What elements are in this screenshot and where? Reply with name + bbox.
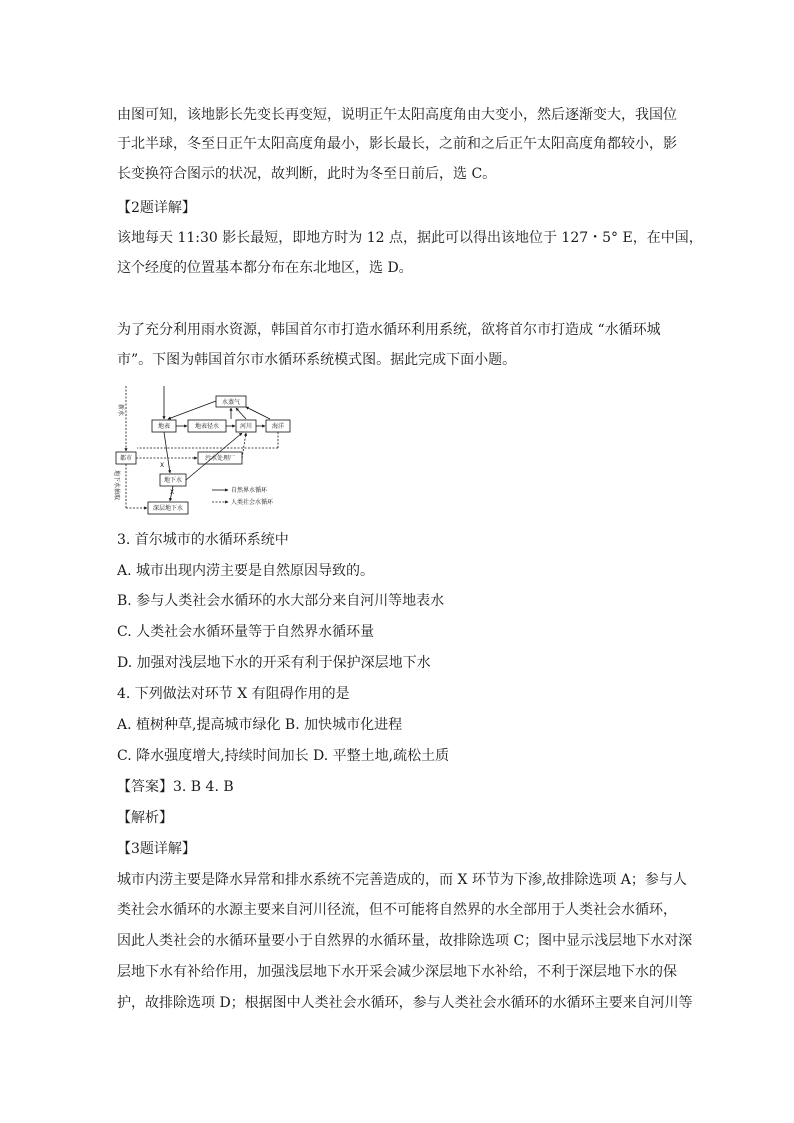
option-line: D. 加强对浅层地下水的开采有利于保护深层地下水 xyxy=(117,655,431,671)
answer-line: 【答案】3. B 4. B xyxy=(117,779,234,795)
paragraph-line: 于北半球，冬至日正午太阳高度角最小，影长最长，之前和之后正午太阳高度角都较小，影 xyxy=(117,136,677,152)
paragraph-line: 这个经度的位置基本都分布在东北地区，选 D。 xyxy=(117,260,413,276)
analysis-heading: 【解析】 xyxy=(117,810,173,826)
label-sewage-plant: 污水处理厂 xyxy=(204,455,236,462)
legend-human: 人类社会水循环 xyxy=(231,499,274,506)
label-ground: 地表 xyxy=(157,423,171,430)
explanation-line: 类社会水循环的水源主要来自河川径流，但不可能将自然界的水全部用于人类社会水循环， xyxy=(117,902,677,918)
label-ocean: 海洋 xyxy=(271,423,285,430)
paragraph-line: 长变换符合图示的状况，故判断，此时为冬至日前后，选 C。 xyxy=(117,166,497,182)
paragraph-line: 该地每天 11:30 影长最短，即地方时为 12 点，据此可以得出该地位于 127・5° E，在中国， xyxy=(117,230,703,246)
intro-line: 为了充分利用雨水资源，韩国首尔市打造水循环利用系统，欲将首尔市打造成 “水循环城 xyxy=(117,322,661,338)
label-x-1: X xyxy=(160,462,165,469)
label-city: 都市 xyxy=(119,455,133,462)
label-groundwater: 地下水 xyxy=(163,477,183,484)
label-surface-runoff: 地表径水 xyxy=(194,423,220,430)
option-line: A. 植树种草,提高城市绿化 B. 加快城市化进程 xyxy=(117,717,403,733)
option-line: C. 降水强度增大,持续时间加长 D. 平整土地,疏松土质 xyxy=(117,748,450,764)
label-x-2: X xyxy=(170,489,175,496)
water-cycle-diagram xyxy=(112,378,308,520)
section-heading: 【2题详解】 xyxy=(117,200,196,216)
option-line: C. 人类社会水循环量等于自然界水循环量 xyxy=(117,624,375,640)
label-groundwater-extraction: 地下水抽取 xyxy=(113,470,120,501)
explanation-line: 层地下水有补给作用，加强浅层地下水开采会减少深层地下水补给，不利于深层地下水的保 xyxy=(117,964,677,980)
intro-line: 市”。下图为韩国首尔市水循环系统模式图。据此完成下面小题。 xyxy=(117,352,517,368)
section-heading: 【3题详解】 xyxy=(117,841,196,857)
option-line: A. 城市出现内涝主要是自然原因导致的。 xyxy=(117,563,375,579)
legend-natural: 自然界水循环 xyxy=(231,487,268,494)
explanation-line: 因此人类社会的水循环量要小于自然界的水循环量，故排除选项 C；图中显示浅层地下水对深 xyxy=(117,933,693,949)
explanation-line: 护，故排除选项 D；根据图中人类社会水循环，参与人类社会水循环的水循环主要来自河川等 xyxy=(117,995,693,1011)
question-4: 4. 下列做法对环节 X 有阻碍作用的是 xyxy=(117,686,350,702)
label-new-water: 新水 xyxy=(117,404,124,417)
label-deep-groundwater: 深层地下水 xyxy=(152,505,184,512)
paragraph-line: 由图可知，该地影长先变长再变短，说明正午太阳高度角由大变小，然后逐渐变大，我国位 xyxy=(117,107,677,123)
question-3: 3. 首尔城市的水循环系统中 xyxy=(117,532,289,548)
explanation-line: 城市内涝主要是降水异常和排水系统不完善造成的，而 X 环节为下渗,故排除选项 A；参与人 xyxy=(117,872,687,888)
label-water-vapor: 水蒸气 xyxy=(221,399,241,406)
label-river: 河川 xyxy=(239,423,253,430)
option-line: B. 参与人类社会水循环的水大部分来自河川等地表水 xyxy=(117,593,445,609)
